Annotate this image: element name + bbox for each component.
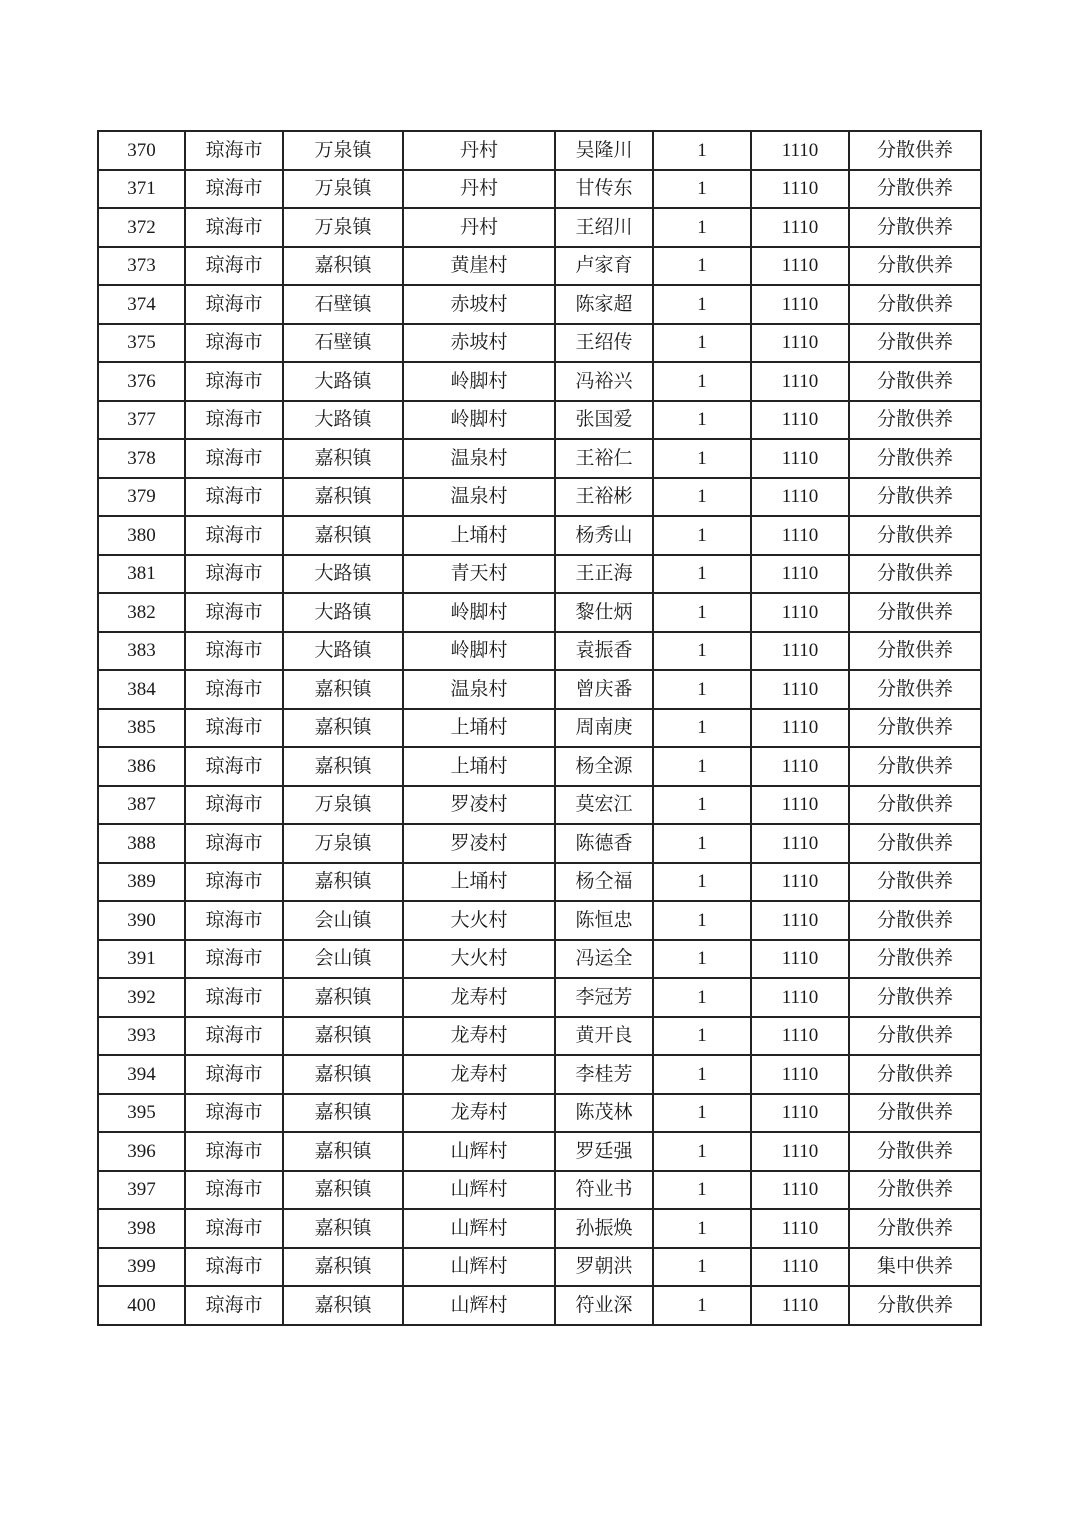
city-cell: 琼海市	[185, 863, 283, 902]
serial-number-cell: 390	[98, 901, 185, 940]
amount-cell: 1110	[751, 978, 849, 1017]
village-cell: 岭脚村	[403, 401, 555, 440]
town-cell: 万泉镇	[283, 208, 403, 247]
amount-cell: 1110	[751, 1055, 849, 1094]
support-type-cell: 分散供养	[849, 170, 981, 209]
city-cell: 琼海市	[185, 401, 283, 440]
name-cell: 杨秀山	[555, 516, 653, 555]
town-cell: 嘉积镇	[283, 670, 403, 709]
town-cell: 万泉镇	[283, 170, 403, 209]
village-cell: 丹村	[403, 131, 555, 170]
count-cell: 1	[653, 824, 751, 863]
support-type-cell: 分散供养	[849, 1171, 981, 1210]
city-cell: 琼海市	[185, 362, 283, 401]
count-cell: 1	[653, 1017, 751, 1056]
roster-body	[98, 131, 981, 1325]
amount-cell: 1110	[751, 1094, 849, 1133]
village-cell: 山辉村	[403, 1248, 555, 1287]
count-cell: 1	[653, 670, 751, 709]
name-cell: 吴隆川	[555, 131, 653, 170]
city-cell: 琼海市	[185, 1286, 283, 1325]
count-cell: 1	[653, 709, 751, 748]
table-row	[98, 901, 981, 940]
village-cell: 温泉村	[403, 670, 555, 709]
amount-cell: 1110	[751, 747, 849, 786]
name-cell: 张国爱	[555, 401, 653, 440]
city-cell: 琼海市	[185, 786, 283, 825]
table-row	[98, 1209, 981, 1248]
serial-number-cell: 398	[98, 1209, 185, 1248]
support-type-cell: 分散供养	[849, 1094, 981, 1133]
village-cell: 山辉村	[403, 1286, 555, 1325]
name-cell: 甘传东	[555, 170, 653, 209]
village-cell: 龙寿村	[403, 978, 555, 1017]
village-cell: 上埇村	[403, 747, 555, 786]
city-cell: 琼海市	[185, 940, 283, 979]
serial-number-cell: 393	[98, 1017, 185, 1056]
support-type-cell: 分散供养	[849, 863, 981, 902]
table-row	[98, 478, 981, 517]
table-row	[98, 940, 981, 979]
table-row	[98, 1171, 981, 1210]
village-cell: 山辉村	[403, 1171, 555, 1210]
serial-number-cell: 377	[98, 401, 185, 440]
table-row	[98, 170, 981, 209]
city-cell: 琼海市	[185, 439, 283, 478]
support-type-cell: 分散供养	[849, 1209, 981, 1248]
name-cell: 陈德香	[555, 824, 653, 863]
table-row	[98, 401, 981, 440]
village-cell: 大火村	[403, 940, 555, 979]
city-cell: 琼海市	[185, 555, 283, 594]
city-cell: 琼海市	[185, 670, 283, 709]
name-cell: 王绍川	[555, 208, 653, 247]
amount-cell: 1110	[751, 401, 849, 440]
amount-cell: 1110	[751, 901, 849, 940]
amount-cell: 1110	[751, 247, 849, 286]
count-cell: 1	[653, 1286, 751, 1325]
support-type-cell: 分散供养	[849, 285, 981, 324]
amount-cell: 1110	[751, 824, 849, 863]
count-cell: 1	[653, 863, 751, 902]
village-cell: 岭脚村	[403, 593, 555, 632]
table-row	[98, 247, 981, 286]
city-cell: 琼海市	[185, 709, 283, 748]
city-cell: 琼海市	[185, 824, 283, 863]
name-cell: 李冠芳	[555, 978, 653, 1017]
town-cell: 嘉积镇	[283, 516, 403, 555]
name-cell: 王裕彬	[555, 478, 653, 517]
support-type-cell: 分散供养	[849, 747, 981, 786]
serial-number-cell: 394	[98, 1055, 185, 1094]
amount-cell: 1110	[751, 439, 849, 478]
support-type-cell: 集中供养	[849, 1248, 981, 1287]
table-row	[98, 285, 981, 324]
serial-number-cell: 391	[98, 940, 185, 979]
table-row	[98, 1017, 981, 1056]
count-cell: 1	[653, 131, 751, 170]
town-cell: 嘉积镇	[283, 1209, 403, 1248]
serial-number-cell: 389	[98, 863, 185, 902]
table-row	[98, 786, 981, 825]
city-cell: 琼海市	[185, 747, 283, 786]
table-row	[98, 555, 981, 594]
table-row	[98, 362, 981, 401]
name-cell: 袁振香	[555, 632, 653, 671]
amount-cell: 1110	[751, 208, 849, 247]
serial-number-cell: 378	[98, 439, 185, 478]
name-cell: 周南庚	[555, 709, 653, 748]
town-cell: 万泉镇	[283, 131, 403, 170]
serial-number-cell: 381	[98, 555, 185, 594]
support-type-cell: 分散供养	[849, 516, 981, 555]
support-type-cell: 分散供养	[849, 786, 981, 825]
count-cell: 1	[653, 593, 751, 632]
count-cell: 1	[653, 208, 751, 247]
city-cell: 琼海市	[185, 170, 283, 209]
amount-cell: 1110	[751, 786, 849, 825]
table-row	[98, 670, 981, 709]
town-cell: 嘉积镇	[283, 1248, 403, 1287]
count-cell: 1	[653, 516, 751, 555]
village-cell: 龙寿村	[403, 1055, 555, 1094]
support-type-cell: 分散供养	[849, 131, 981, 170]
serial-number-cell: 375	[98, 324, 185, 363]
name-cell: 黄开良	[555, 1017, 653, 1056]
name-cell: 李桂芳	[555, 1055, 653, 1094]
town-cell: 大路镇	[283, 593, 403, 632]
support-type-cell: 分散供养	[849, 1017, 981, 1056]
name-cell: 罗廷强	[555, 1132, 653, 1171]
amount-cell: 1110	[751, 863, 849, 902]
amount-cell: 1110	[751, 131, 849, 170]
town-cell: 嘉积镇	[283, 1171, 403, 1210]
table-row	[98, 863, 981, 902]
city-cell: 琼海市	[185, 1248, 283, 1287]
count-cell: 1	[653, 940, 751, 979]
support-type-cell: 分散供养	[849, 709, 981, 748]
serial-number-cell: 395	[98, 1094, 185, 1133]
serial-number-cell: 387	[98, 786, 185, 825]
serial-number-cell: 374	[98, 285, 185, 324]
town-cell: 嘉积镇	[283, 1286, 403, 1325]
name-cell: 陈茂林	[555, 1094, 653, 1133]
support-type-cell: 分散供养	[849, 247, 981, 286]
town-cell: 嘉积镇	[283, 978, 403, 1017]
town-cell: 嘉积镇	[283, 1132, 403, 1171]
name-cell: 冯运全	[555, 940, 653, 979]
support-type-cell: 分散供养	[849, 632, 981, 671]
table-row	[98, 978, 981, 1017]
name-cell: 孙振焕	[555, 1209, 653, 1248]
city-cell: 琼海市	[185, 516, 283, 555]
village-cell: 温泉村	[403, 478, 555, 517]
town-cell: 嘉积镇	[283, 1055, 403, 1094]
city-cell: 琼海市	[185, 1017, 283, 1056]
city-cell: 琼海市	[185, 593, 283, 632]
support-type-cell: 分散供养	[849, 670, 981, 709]
count-cell: 1	[653, 170, 751, 209]
amount-cell: 1110	[751, 1209, 849, 1248]
name-cell: 陈恒忠	[555, 901, 653, 940]
serial-number-cell: 399	[98, 1248, 185, 1287]
support-type-cell: 分散供养	[849, 439, 981, 478]
village-cell: 山辉村	[403, 1132, 555, 1171]
table-row	[98, 824, 981, 863]
support-type-cell: 分散供养	[849, 1286, 981, 1325]
count-cell: 1	[653, 1055, 751, 1094]
village-cell: 赤坡村	[403, 285, 555, 324]
town-cell: 嘉积镇	[283, 247, 403, 286]
roster-table	[97, 130, 982, 1326]
serial-number-cell: 379	[98, 478, 185, 517]
name-cell: 王裕仁	[555, 439, 653, 478]
count-cell: 1	[653, 632, 751, 671]
amount-cell: 1110	[751, 670, 849, 709]
town-cell: 石壁镇	[283, 285, 403, 324]
serial-number-cell: 376	[98, 362, 185, 401]
name-cell: 杨仝福	[555, 863, 653, 902]
support-type-cell: 分散供养	[849, 593, 981, 632]
name-cell: 卢家育	[555, 247, 653, 286]
serial-number-cell: 371	[98, 170, 185, 209]
serial-number-cell: 396	[98, 1132, 185, 1171]
name-cell: 陈家超	[555, 285, 653, 324]
serial-number-cell: 384	[98, 670, 185, 709]
count-cell: 1	[653, 786, 751, 825]
name-cell: 杨全源	[555, 747, 653, 786]
support-type-cell: 分散供养	[849, 978, 981, 1017]
city-cell: 琼海市	[185, 131, 283, 170]
count-cell: 1	[653, 401, 751, 440]
city-cell: 琼海市	[185, 208, 283, 247]
city-cell: 琼海市	[185, 247, 283, 286]
village-cell: 赤坡村	[403, 324, 555, 363]
village-cell: 岭脚村	[403, 362, 555, 401]
town-cell: 嘉积镇	[283, 439, 403, 478]
support-type-cell: 分散供养	[849, 555, 981, 594]
town-cell: 嘉积镇	[283, 863, 403, 902]
support-type-cell: 分散供养	[849, 208, 981, 247]
city-cell: 琼海市	[185, 1094, 283, 1133]
support-type-cell: 分散供养	[849, 362, 981, 401]
town-cell: 大路镇	[283, 401, 403, 440]
village-cell: 上埇村	[403, 709, 555, 748]
serial-number-cell: 388	[98, 824, 185, 863]
count-cell: 1	[653, 1209, 751, 1248]
count-cell: 1	[653, 285, 751, 324]
count-cell: 1	[653, 901, 751, 940]
city-cell: 琼海市	[185, 1209, 283, 1248]
amount-cell: 1110	[751, 285, 849, 324]
name-cell: 冯裕兴	[555, 362, 653, 401]
city-cell: 琼海市	[185, 901, 283, 940]
name-cell: 罗朝洪	[555, 1248, 653, 1287]
town-cell: 大路镇	[283, 362, 403, 401]
village-cell: 龙寿村	[403, 1094, 555, 1133]
city-cell: 琼海市	[185, 978, 283, 1017]
name-cell: 黎仕炳	[555, 593, 653, 632]
support-type-cell: 分散供养	[849, 1055, 981, 1094]
amount-cell: 1110	[751, 709, 849, 748]
amount-cell: 1110	[751, 555, 849, 594]
amount-cell: 1110	[751, 1248, 849, 1287]
roster-sheet	[97, 130, 980, 1326]
serial-number-cell: 383	[98, 632, 185, 671]
village-cell: 丹村	[403, 208, 555, 247]
village-cell: 上埇村	[403, 863, 555, 902]
count-cell: 1	[653, 978, 751, 1017]
table-row	[98, 747, 981, 786]
table-row	[98, 1094, 981, 1133]
amount-cell: 1110	[751, 632, 849, 671]
village-cell: 温泉村	[403, 439, 555, 478]
table-row	[98, 1248, 981, 1287]
support-type-cell: 分散供养	[849, 901, 981, 940]
support-type-cell: 分散供养	[849, 401, 981, 440]
count-cell: 1	[653, 1094, 751, 1133]
table-row	[98, 1055, 981, 1094]
name-cell: 王正海	[555, 555, 653, 594]
table-row	[98, 709, 981, 748]
amount-cell: 1110	[751, 1017, 849, 1056]
town-cell: 嘉积镇	[283, 1094, 403, 1133]
town-cell: 石壁镇	[283, 324, 403, 363]
serial-number-cell: 385	[98, 709, 185, 748]
count-cell: 1	[653, 1248, 751, 1287]
village-cell: 罗凌村	[403, 786, 555, 825]
city-cell: 琼海市	[185, 1055, 283, 1094]
town-cell: 嘉积镇	[283, 1017, 403, 1056]
table-row	[98, 1132, 981, 1171]
table-row	[98, 593, 981, 632]
count-cell: 1	[653, 247, 751, 286]
city-cell: 琼海市	[185, 285, 283, 324]
serial-number-cell: 372	[98, 208, 185, 247]
village-cell: 罗凌村	[403, 824, 555, 863]
table-row	[98, 208, 981, 247]
village-cell: 青天村	[403, 555, 555, 594]
support-type-cell: 分散供养	[849, 1132, 981, 1171]
town-cell: 会山镇	[283, 901, 403, 940]
amount-cell: 1110	[751, 593, 849, 632]
serial-number-cell: 373	[98, 247, 185, 286]
serial-number-cell: 382	[98, 593, 185, 632]
count-cell: 1	[653, 1132, 751, 1171]
amount-cell: 1110	[751, 1132, 849, 1171]
count-cell: 1	[653, 439, 751, 478]
town-cell: 大路镇	[283, 555, 403, 594]
name-cell: 王绍传	[555, 324, 653, 363]
count-cell: 1	[653, 324, 751, 363]
city-cell: 琼海市	[185, 478, 283, 517]
name-cell: 符业深	[555, 1286, 653, 1325]
count-cell: 1	[653, 1171, 751, 1210]
serial-number-cell: 386	[98, 747, 185, 786]
count-cell: 1	[653, 478, 751, 517]
count-cell: 1	[653, 747, 751, 786]
village-cell: 丹村	[403, 170, 555, 209]
city-cell: 琼海市	[185, 324, 283, 363]
town-cell: 嘉积镇	[283, 709, 403, 748]
village-cell: 山辉村	[403, 1209, 555, 1248]
amount-cell: 1110	[751, 324, 849, 363]
city-cell: 琼海市	[185, 632, 283, 671]
town-cell: 会山镇	[283, 940, 403, 979]
support-type-cell: 分散供养	[849, 478, 981, 517]
village-cell: 黄崖村	[403, 247, 555, 286]
amount-cell: 1110	[751, 478, 849, 517]
table-row	[98, 632, 981, 671]
village-cell: 上埇村	[403, 516, 555, 555]
table-row	[98, 324, 981, 363]
city-cell: 琼海市	[185, 1132, 283, 1171]
table-row	[98, 439, 981, 478]
town-cell: 嘉积镇	[283, 747, 403, 786]
name-cell: 曾庆番	[555, 670, 653, 709]
amount-cell: 1110	[751, 516, 849, 555]
amount-cell: 1110	[751, 1286, 849, 1325]
amount-cell: 1110	[751, 940, 849, 979]
serial-number-cell: 380	[98, 516, 185, 555]
support-type-cell: 分散供养	[849, 824, 981, 863]
amount-cell: 1110	[751, 1171, 849, 1210]
support-type-cell: 分散供养	[849, 940, 981, 979]
village-cell: 龙寿村	[403, 1017, 555, 1056]
serial-number-cell: 392	[98, 978, 185, 1017]
town-cell: 万泉镇	[283, 824, 403, 863]
town-cell: 万泉镇	[283, 786, 403, 825]
village-cell: 岭脚村	[403, 632, 555, 671]
table-row	[98, 131, 981, 170]
village-cell: 大火村	[403, 901, 555, 940]
support-type-cell: 分散供养	[849, 324, 981, 363]
amount-cell: 1110	[751, 362, 849, 401]
town-cell: 大路镇	[283, 632, 403, 671]
amount-cell: 1110	[751, 170, 849, 209]
count-cell: 1	[653, 362, 751, 401]
city-cell: 琼海市	[185, 1171, 283, 1210]
serial-number-cell: 370	[98, 131, 185, 170]
serial-number-cell: 400	[98, 1286, 185, 1325]
serial-number-cell: 397	[98, 1171, 185, 1210]
count-cell: 1	[653, 555, 751, 594]
table-row	[98, 516, 981, 555]
name-cell: 符业书	[555, 1171, 653, 1210]
town-cell: 嘉积镇	[283, 478, 403, 517]
table-row	[98, 1286, 981, 1325]
name-cell: 莫宏江	[555, 786, 653, 825]
